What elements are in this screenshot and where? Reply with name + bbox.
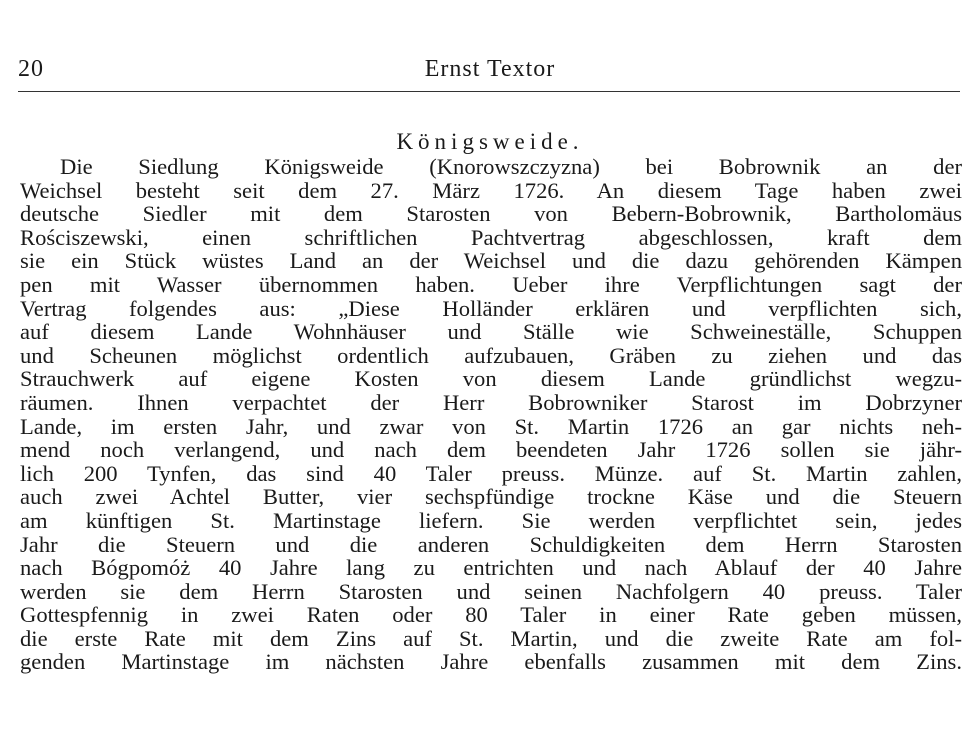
text-line: nach Bógpomóż 40 Jahre lang zu entrichten und nach Ablauf der 40 Jahre	[20, 555, 962, 581]
section-title: Königsweide.	[396, 129, 584, 154]
body-paragraph	[20, 155, 962, 674]
header-rule	[18, 91, 960, 92]
text-line: am künftigen St. Martinstage liefern. Sie werden verpflichtet sein, jedes	[20, 507, 962, 533]
text-line: pen mit Wasser übernommen haben. Ueber ihre Verpflichtungen sagt der	[20, 271, 962, 297]
running-head: Ernst Textor	[424, 56, 556, 82]
text-line: Die Siedlung Königsweide (Knorowszczyzna) bei Bobrownik an der	[60, 154, 962, 179]
text-line: Jahr die Steuern und die anderen Schuldigkeiten dem Herrn Starosten	[20, 531, 962, 557]
text-line: Vertrag folgendes aus: „Diese Holländer erklären und verpflichten sich,	[20, 295, 962, 321]
text-line: und Scheunen möglichst ordentlich aufzubauen, Gräben zu ziehen und das	[20, 342, 962, 368]
text-line: Rościszewski, einen schriftlichen Pachtvertrag abgeschlossen, kraft dem	[20, 224, 962, 250]
text-line: Lande, im ersten Jahr, und zwar von St. Martin 1726 an gar nichts neh-	[20, 413, 962, 439]
text-line: Gottespfennig in zwei Raten oder 80 Taler in einer Rate geben müssen,	[20, 602, 962, 628]
page-number: 20	[18, 56, 44, 82]
text-line: Weichsel besteht seit dem 27. März 1726. An diesem Tage haben zwei	[20, 177, 962, 203]
text-line: mend noch verlangend, und nach dem beendeten Jahr 1726 sollen sie jähr-	[20, 437, 962, 463]
text-line: Strauchwerk auf eigene Kosten von diesem Lande gründlichst wegzu-	[20, 366, 962, 392]
text-line: deutsche Siedler mit dem Starosten von Bebern-Bobrownik, Bartholomäus	[20, 201, 962, 227]
text-line: werden sie dem Herrn Starosten und seinen Nachfolgern 40 preuss. Taler	[20, 578, 962, 604]
text-line: auch zwei Achtel Butter, vier sechspfündige trockne Käse und die Steuern	[20, 484, 962, 510]
text-line: genden Martinstage im nächsten Jahre ebenfalls zusammen mit dem Zins.	[20, 649, 962, 675]
text-line: sie ein Stück wüstes Land an der Weichsel und die dazu gehörenden Kämpen	[20, 248, 962, 274]
text-line: lich 200 Tynfen, das sind 40 Taler preuss. Münze. auf St. Martin zahlen,	[20, 460, 962, 486]
text-line: die erste Rate mit dem Zins auf St. Martin, und die zweite Rate am fol-	[20, 625, 962, 651]
text-line: räumen. Ihnen verpachtet der Herr Bobrowniker Starost im Dobrzyner	[20, 389, 962, 415]
text-line: auf diesem Lande Wohnhäuser und Ställe wie Schweineställe, Schuppen	[20, 319, 962, 345]
